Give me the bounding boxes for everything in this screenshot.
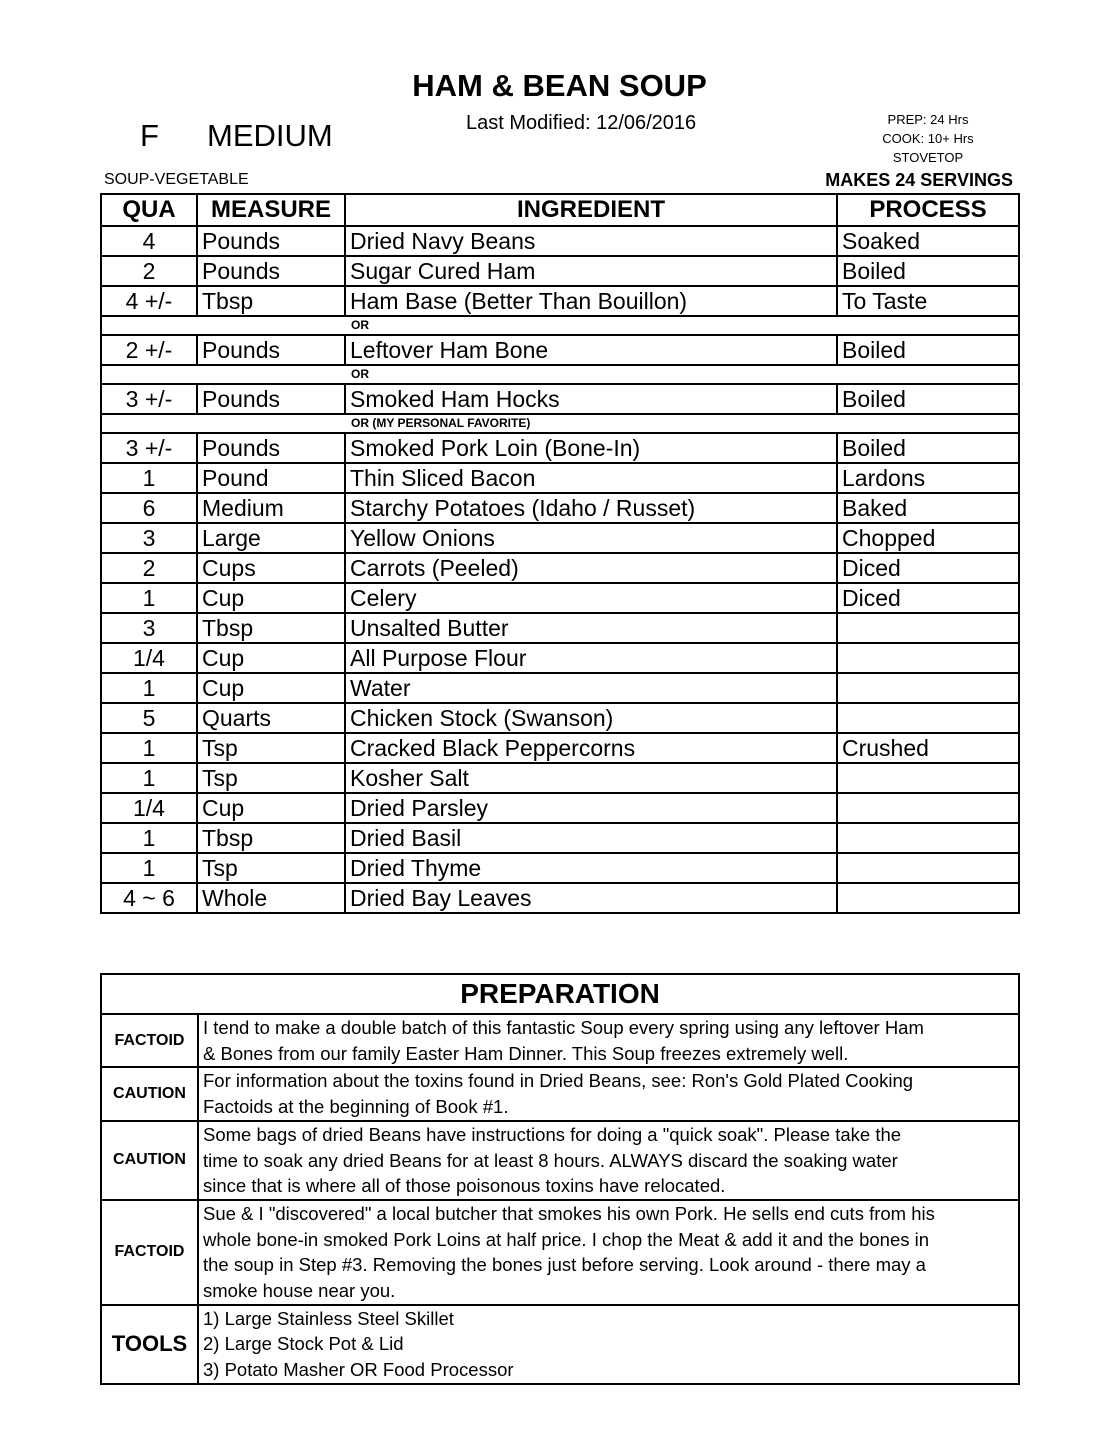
note-line: Factoids at the beginning of Book #1. — [203, 1096, 509, 1118]
ingredient-process — [837, 673, 1019, 703]
ingredient-name: Starchy Potatoes (Idaho / Russet) — [345, 493, 837, 523]
preparation-heading: PREPARATION — [101, 974, 1019, 1014]
timing-block — [840, 110, 1016, 167]
ingredient-name: Carrots (Peeled) — [345, 553, 837, 583]
ingredient-qty: 6 — [101, 493, 197, 523]
ingredient-process — [837, 823, 1019, 853]
ingredient-qty: 4 ~ 6 — [101, 883, 197, 913]
ingredients-table — [100, 193, 1020, 914]
ingredient-name: Celery — [345, 583, 837, 613]
ingredient-row — [101, 433, 1019, 463]
ingredient-name: Dried Thyme — [345, 853, 837, 883]
or-separator-label: OR — [101, 365, 1019, 384]
ingredient-process: Diced — [837, 553, 1019, 583]
ingredient-name: Cracked Black Peppercorns — [345, 733, 837, 763]
note-line: the soup in Step #3. Removing the bones just before serving. Look around - there may a — [203, 1254, 926, 1276]
last-modified: Last Modified: 12/06/2016 — [466, 112, 697, 134]
ingredient-process — [837, 703, 1019, 733]
tools-list — [198, 1305, 1019, 1384]
ingredient-qty: 4 — [101, 226, 197, 256]
ingredient-row — [101, 673, 1019, 703]
ingredient-qty: 1 — [101, 823, 197, 853]
ingredient-name: Smoked Pork Loin (Bone-In) — [345, 433, 837, 463]
ingredient-qty: 1 — [101, 463, 197, 493]
ingredient-qty: 4 +/- — [101, 286, 197, 316]
ingredient-measure: Pound — [197, 463, 345, 493]
ingredient-measure: Tbsp — [197, 823, 345, 853]
ingredient-measure: Tsp — [197, 733, 345, 763]
ingredient-measure: Cup — [197, 673, 345, 703]
ingredient-qty: 5 — [101, 703, 197, 733]
ingredient-measure: Whole — [197, 883, 345, 913]
column-header-measure: MEASURE — [197, 194, 345, 226]
note-text — [198, 1014, 1019, 1067]
ingredient-process — [837, 793, 1019, 823]
or-separator-row — [101, 316, 1019, 335]
preparation-note-row — [101, 1200, 1019, 1305]
ingredient-row — [101, 553, 1019, 583]
preparation-body — [101, 1014, 1019, 1384]
ingredient-process: Boiled — [837, 384, 1019, 414]
ingredient-row — [101, 853, 1019, 883]
note-line: I tend to make a double batch of this fantastic Soup every spring using any leftover Ham — [203, 1017, 924, 1038]
note-line: time to soak any dried Beans for at least 8 hours. ALWAYS discard the soaking water — [203, 1149, 898, 1171]
cook-method: STOVETOP — [892, 150, 964, 165]
tool-item: 3) Potato Masher OR Food Processor — [203, 1359, 514, 1381]
ingredient-process — [837, 883, 1019, 913]
ingredient-name: Yellow Onions — [345, 523, 837, 553]
note-line: smoke house near you. — [203, 1280, 396, 1302]
ingredient-process: Soaked — [837, 226, 1019, 256]
ingredient-name: All Purpose Flour — [345, 643, 837, 673]
note-text — [198, 1067, 1019, 1120]
ingredient-process: Crushed — [837, 733, 1019, 763]
ingredient-qty: 2 — [101, 256, 197, 286]
or-separator-label: OR (MY PERSONAL FAVORITE) — [101, 414, 1019, 433]
ingredient-measure: Cup — [197, 643, 345, 673]
preparation-note-row — [101, 1067, 1019, 1120]
prep-time: PREP: 24 Hrs — [887, 112, 969, 127]
ingredient-measure: Cup — [197, 583, 345, 613]
note-line: Sue & I "discovered" a local butcher that smokes his own Pork. He sells end cuts from his — [203, 1202, 935, 1224]
ingredient-name: Kosher Salt — [345, 763, 837, 793]
ingredient-name: Sugar Cured Ham — [345, 256, 837, 286]
ingredient-row — [101, 883, 1019, 913]
ingredient-measure: Quarts — [197, 703, 345, 733]
ingredient-row — [101, 583, 1019, 613]
ingredient-name: Dried Basil — [345, 823, 837, 853]
ingredient-qty: 1 — [101, 733, 197, 763]
ingredient-measure: Tsp — [197, 853, 345, 883]
ingredient-process: Boiled — [837, 335, 1019, 365]
ingredient-row — [101, 613, 1019, 643]
ingredients-header-row — [101, 194, 1019, 226]
ingredient-measure: Pounds — [197, 256, 345, 286]
recipe-grade: F — [140, 118, 159, 153]
ingredient-measure: Medium — [197, 493, 345, 523]
note-line: For information about the toxins found in Dried Beans, see: Ron's Gold Plated Cooking — [203, 1070, 914, 1092]
ingredient-qty: 3 — [101, 523, 197, 553]
ingredient-qty: 1 — [101, 673, 197, 703]
ingredient-name: Smoked Ham Hocks — [345, 384, 837, 414]
column-header-process: PROCESS — [837, 194, 1019, 226]
recipe-title: HAM & BEAN SOUP — [412, 68, 707, 103]
ingredient-name: Chicken Stock (Swanson) — [345, 703, 837, 733]
ingredient-row — [101, 703, 1019, 733]
ingredient-measure: Tbsp — [197, 286, 345, 316]
ingredient-measure: Pounds — [197, 226, 345, 256]
ingredient-process: To Taste — [837, 286, 1019, 316]
or-separator-row — [101, 414, 1019, 433]
ingredient-measure: Large — [197, 523, 345, 553]
column-header-qty: QUA — [101, 194, 197, 226]
recipe-category: SOUP-VEGETABLE — [104, 171, 249, 188]
note-line: whole bone-in smoked Pork Loins at half price. I chop the Meat & add it and the bones in — [203, 1228, 930, 1250]
ingredient-measure: Pounds — [197, 384, 345, 414]
ingredient-name: Leftover Ham Bone — [345, 335, 837, 365]
or-separator-label: OR — [101, 316, 1019, 335]
ingredient-process: Boiled — [837, 433, 1019, 463]
preparation-header-row — [101, 974, 1019, 1014]
tool-item: 2) Large Stock Pot & Lid — [203, 1333, 404, 1355]
ingredient-row — [101, 523, 1019, 553]
ingredient-qty: 1/4 — [101, 793, 197, 823]
ingredient-qty: 1 — [101, 853, 197, 883]
column-header-ingredient: INGREDIENT — [345, 194, 837, 226]
ingredient-name: Ham Base (Better Than Bouillon) — [345, 286, 837, 316]
ingredient-row — [101, 286, 1019, 316]
ingredient-row — [101, 493, 1019, 523]
ingredient-measure: Cup — [197, 793, 345, 823]
ingredient-name: Dried Bay Leaves — [345, 883, 837, 913]
ingredient-qty: 3 +/- — [101, 384, 197, 414]
note-label: CAUTION — [101, 1067, 198, 1120]
ingredient-name: Dried Parsley — [345, 793, 837, 823]
ingredient-process: Baked — [837, 493, 1019, 523]
note-text — [198, 1121, 1019, 1200]
difficulty-level: MEDIUM — [207, 118, 333, 153]
ingredient-qty: 1 — [101, 763, 197, 793]
ingredient-qty: 1 — [101, 583, 197, 613]
ingredient-row — [101, 384, 1019, 414]
preparation-note-row — [101, 1014, 1019, 1067]
ingredient-qty: 2 +/- — [101, 335, 197, 365]
note-label: FACTOID — [101, 1014, 198, 1067]
ingredient-row — [101, 733, 1019, 763]
ingredients-body — [101, 226, 1019, 913]
ingredient-qty: 3 +/- — [101, 433, 197, 463]
note-line: & Bones from our family Easter Ham Dinner. This Soup freezes extremely well. — [203, 1042, 849, 1064]
ingredient-measure: Tbsp — [197, 613, 345, 643]
ingredient-name: Dried Navy Beans — [345, 226, 837, 256]
preparation-note-row — [101, 1121, 1019, 1200]
ingredient-process: Chopped — [837, 523, 1019, 553]
ingredient-row — [101, 335, 1019, 365]
note-label: CAUTION — [101, 1121, 198, 1200]
ingredient-measure: Pounds — [197, 433, 345, 463]
ingredient-process: Lardons — [837, 463, 1019, 493]
ingredient-row — [101, 793, 1019, 823]
ingredient-row — [101, 823, 1019, 853]
servings: MAKES 24 SERVINGS — [825, 170, 1013, 190]
ingredient-row — [101, 463, 1019, 493]
or-separator-row — [101, 365, 1019, 384]
ingredient-process — [837, 643, 1019, 673]
ingredient-row — [101, 256, 1019, 286]
cook-time: COOK: 10+ Hrs — [882, 131, 974, 146]
ingredient-measure: Cups — [197, 553, 345, 583]
ingredient-process: Diced — [837, 583, 1019, 613]
ingredient-process — [837, 763, 1019, 793]
tools-row — [101, 1305, 1019, 1384]
ingredient-name: Water — [345, 673, 837, 703]
note-text — [198, 1200, 1019, 1305]
ingredient-measure: Tsp — [197, 763, 345, 793]
note-label: FACTOID — [101, 1200, 198, 1305]
ingredient-row — [101, 226, 1019, 256]
ingredient-qty: 3 — [101, 613, 197, 643]
ingredient-process — [837, 613, 1019, 643]
ingredient-row — [101, 763, 1019, 793]
ingredient-qty: 1/4 — [101, 643, 197, 673]
ingredient-measure: Pounds — [197, 335, 345, 365]
ingredient-name: Unsalted Butter — [345, 613, 837, 643]
preparation-table — [100, 973, 1020, 1385]
tool-item: 1) Large Stainless Steel Skillet — [203, 1307, 454, 1329]
ingredient-process: Boiled — [837, 256, 1019, 286]
note-line: Some bags of dried Beans have instructions for doing a "quick soak". Please take the — [203, 1123, 902, 1145]
ingredient-process — [837, 853, 1019, 883]
note-line: since that is where all of those poisonous toxins have relocated. — [203, 1175, 726, 1197]
tools-label: TOOLS — [101, 1305, 198, 1384]
ingredient-qty: 2 — [101, 553, 197, 583]
ingredient-row — [101, 643, 1019, 673]
ingredient-name: Thin Sliced Bacon — [345, 463, 837, 493]
